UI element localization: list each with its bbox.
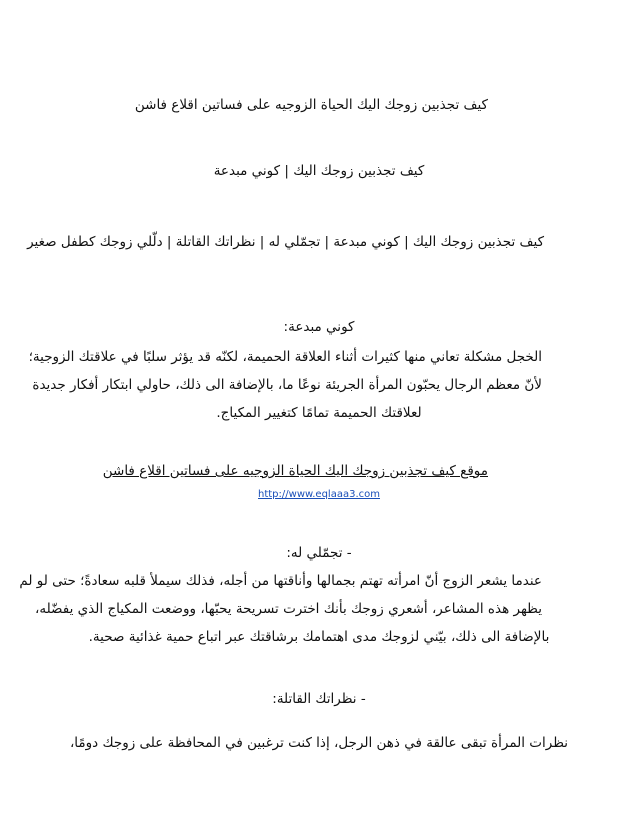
section-1-heading: كوني مبدعة: (283, 319, 355, 335)
site-link-arabic[interactable]: موقع كيف تجذبين زوجك اليك الحياة الزوجيه على فساتين اقلاع فاشن (102, 463, 488, 479)
section-1-line-3: لعلاقتك الحميمة تمامًا كتغيير المكياج. (216, 405, 422, 421)
site-url-link[interactable]: http://www.eqlaaa3.com (258, 489, 380, 500)
topics-line: كيف تجذبين زوجك اليك | كوني مبدعة | تجمّلي له | نظراتك القاتلة | دلّلي زوجك كطفل صغير (27, 234, 544, 250)
section-2-heading: - تجمّلي له: (286, 545, 352, 561)
section-1-line-1: الخجل مشكلة تعاني منها كثيرات أثناء العلاقة الحميمة، لكنّه قد يؤثر سلبًا في علاقتك الزوجية؛ (28, 349, 542, 365)
section-2-line-2: يظهر هذه المشاعر، أشعري زوجك بأنك اخترت تسريحة يحبّها، ووضعت المكياج الذي يفضّله، (34, 601, 542, 617)
section-1-line-2: لأنّ معظم الرجال يحبّون المرأة الجريئة نوعًا ما، بالإضافة الى ذلك، حاولي ابتكار أفكار جديدة (32, 377, 542, 393)
subtitle: كيف تجذبين زوجك اليك | كوني مبدعة (213, 163, 425, 179)
section-3-line-1: نظرات المرأة تبقى عالقة في ذهن الرجل، إذا كنت ترغبين في المحافظة على زوجك دومًا، (69, 735, 569, 751)
section-2-line-3: بالإضافة الى ذلك، بيّني لزوجك مدى اهتمامك برشاقتك عبر اتباع حمية غذائية صحية. (88, 629, 550, 645)
section-3-heading: - نظراتك القاتلة: (272, 691, 366, 707)
document-title: كيف تجذبين زوجك اليك الحياة الزوجيه على فساتين اقلاع فاشن (134, 97, 488, 113)
section-2-line-1: عندما يشعر الزوج أنّ امرأته تهتم بجمالها وأناقتها من أجله، فذلك سيملأ قلبه سعادةً؛ حتى لو لم (19, 573, 542, 589)
